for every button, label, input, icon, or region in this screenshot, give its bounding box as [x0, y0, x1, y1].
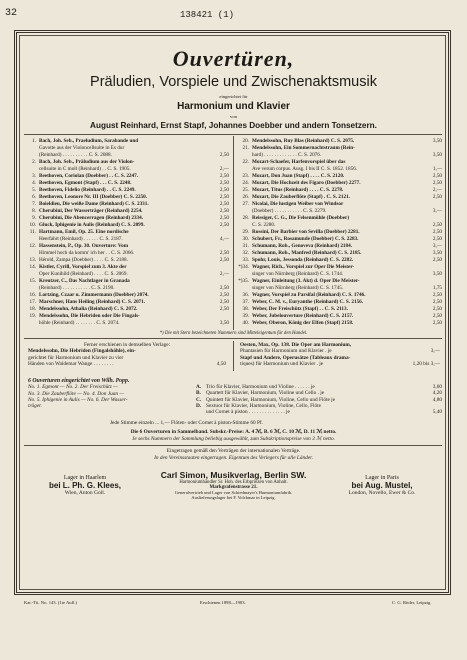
- entry-number: 10.: [29, 222, 36, 228]
- entry-price: 2,50: [432, 257, 442, 263]
- version-price: 4,20: [432, 390, 442, 397]
- entry-number: 36.: [242, 292, 249, 298]
- page-subtitle: Präludien, Vorspiele und Zwischenaktsmusik: [90, 74, 377, 90]
- popp-item: träger.: [28, 403, 42, 410]
- entry-price: 2,50: [219, 222, 229, 228]
- entry-title: Rossini, Der Barbier von Sevilla (Doebber) 2281.: [252, 229, 360, 235]
- entry-price: 2,50: [432, 173, 442, 179]
- catalog-entry: [237, 257, 442, 264]
- entry-title: Bach, Joh. Seb., Praeludium, Sarabande und: [39, 138, 139, 144]
- catalog-entry: [237, 271, 442, 278]
- oesten-line-2: Phantasien für Harmonium und Klavier . je: [240, 348, 332, 355]
- entry-number: 25.: [242, 187, 249, 193]
- catalog-entry: [24, 173, 229, 180]
- mendelssohn-line-3: Händen von Waldemar Wange . . . . . . . .: [28, 360, 114, 367]
- entry-title: Boieldieu, Die weiße Dame (Reinhard) C. S. 2331.: [39, 201, 149, 207]
- stapf-line-1: Stapf und Andere, Operusätze (Tableaux drama-: [240, 354, 351, 361]
- catalog-entry: [24, 194, 229, 201]
- catalog-entry: [24, 257, 229, 264]
- entry-title: Nicolai, Die lustigen Weiber von Windsor: [252, 201, 344, 207]
- footer-center: Erschienen 1898—1903.: [200, 600, 246, 605]
- entry-price: 2,50: [219, 257, 229, 263]
- entry-price: 2,50: [219, 173, 229, 179]
- catalog-entry: [24, 250, 229, 257]
- entry-title: Gavotte aus der Violoncellsuite in Es dur: [39, 145, 125, 151]
- entry-title: Mozart-Schaefer, Harfenvorspiel über das: [252, 159, 346, 165]
- lager-haarlem: [30, 475, 140, 496]
- entry-title: Lortzing, Czaar u. Zimmermann (Doebber) 2074.: [39, 292, 149, 298]
- paris-label: Lager in Paris: [365, 475, 399, 481]
- entry-price: 3,—: [432, 208, 442, 214]
- entry-price: 2,50: [432, 194, 442, 200]
- catalog-entry: [237, 222, 442, 229]
- entry-title: Mendelssohn, Die Hebriden oder Die Fingals-: [39, 313, 140, 319]
- catalog-entry: [237, 243, 442, 250]
- haarlem-name: bei L. Ph. G. Klees,: [48, 481, 122, 490]
- catalog-entry: [237, 152, 442, 159]
- entry-title: (Reinhard) . . . . . . . . . . . C. S. 2190.: [39, 285, 115, 291]
- entry-title: Weber, Der Freischütz (Stapf) . . C. S. 2113.: [252, 306, 348, 312]
- entry-price: 1,75: [432, 285, 442, 291]
- entry-price: 2,50: [219, 285, 229, 291]
- entry-number: 32.: [242, 250, 249, 256]
- entry-price: 1,—: [432, 166, 442, 172]
- publisher-line-2: Harmoniumhändler Sr. Hoh. des Erbprinzen von Anhalt.: [179, 480, 288, 485]
- page-title: Ouvertüren,: [172, 46, 295, 71]
- entry-title: cellsuite in C moll (Reinhard) . . C. S. 1905.: [39, 166, 131, 172]
- entry-number: 30.: [242, 236, 249, 242]
- entry-price: 2,50: [219, 299, 229, 305]
- entry-number: 31.: [242, 243, 249, 249]
- entry-number: 29.: [242, 229, 249, 235]
- entry-price: 2,50: [432, 229, 442, 235]
- catalog-entry: [24, 166, 229, 173]
- oesten-price: 3,—: [430, 348, 440, 355]
- catalog-entry: [237, 145, 442, 152]
- version-text: Quintett für Klavier, Harmonium, Violine, Cello und Flöte je: [206, 396, 335, 403]
- also-published-right: [240, 342, 440, 367]
- entry-title: Marschner, Hans Heiling (Reinhard) C. S. 2071.: [39, 299, 146, 305]
- entry-title: Mozart, Die Zauberflöte (Stapf) . C. S. 2121.: [252, 194, 350, 200]
- popp-prices-line: Die 6 Ouverturen in Sammelband. Subskr.-Preise: A. 4 ℳ, B. 6 ℳ, C. 10 ℳ, D. 11 ℳ netto.: [130, 429, 337, 435]
- entry-title: Mozart, Titus (Reinhard) . . . . C. S. 2278.: [252, 187, 344, 193]
- entry-number: 12.: [29, 243, 36, 249]
- entry-number: 23.: [242, 173, 249, 179]
- also-published-left: [28, 342, 226, 367]
- version-key: D.: [196, 402, 202, 409]
- catalog-stamp: 138421 (1): [180, 10, 235, 20]
- entry-number: 28.: [242, 215, 249, 221]
- entry-price: 3,50: [219, 320, 229, 326]
- publisher-line-4: Generalvertrieb und Lager von Schiedmayer's Harmoniumfabrik.: [174, 490, 293, 495]
- catalog-entry: [24, 187, 229, 194]
- catalog-entry: [24, 299, 229, 306]
- entry-title: Cherubini, Die Abencerragen (Reinhard) 2334.: [39, 215, 144, 221]
- catalog-entry: [24, 159, 229, 166]
- entry-title: Ave verum corpus. Ausg. I bis II C. S. 1852. 1856.: [252, 166, 358, 172]
- entry-price: 3,50: [432, 138, 442, 144]
- page-corner-number: 32: [5, 8, 18, 19]
- entry-number: 27.: [242, 201, 249, 207]
- entry-title: Weber, Jubelouverture (Reinhard) C. S. 2157.: [252, 313, 354, 319]
- publisher-line-5: Auslieferungslager bei F. Volckmar in Leipzig.: [191, 495, 276, 500]
- catalog-entry: [237, 215, 442, 222]
- catalog-entry: [24, 285, 229, 292]
- entry-title: Cherubini, Der Wasserträger (Reinhard) 2254.: [39, 208, 143, 214]
- entry-number: 39.: [242, 313, 249, 319]
- catalog-entry: [24, 215, 229, 222]
- version-price: 4,80: [432, 396, 442, 403]
- entry-number: 17.: [29, 299, 36, 305]
- entry-title: Kreutzer, C., Das Nachtlager in Granada: [39, 278, 130, 284]
- entry-number: 33.: [242, 257, 249, 263]
- entry-title: Wagner, Rich., Vorspiel zur Oper Die Meister-: [252, 264, 355, 270]
- version-price: 5,40: [432, 409, 442, 416]
- entry-number: 22.: [242, 159, 249, 165]
- header-divider: [24, 134, 442, 135]
- entry-price: 4,—: [219, 236, 229, 242]
- version-text: Quartett für Klavier, Harmonium, Violine und Cello . je: [206, 390, 325, 397]
- column-divider: [233, 136, 234, 330]
- catalog-entry: [24, 271, 229, 278]
- entry-price: 2,50: [432, 180, 442, 186]
- entry-number: 14.: [29, 264, 36, 270]
- entry-number: 2.: [32, 159, 36, 165]
- catalog-entry: [24, 208, 229, 215]
- entry-title: Hartmann, Emil, Op. 25. Eine nordische: [39, 229, 129, 235]
- catalog-entry: [24, 264, 229, 271]
- catalog-entry: [237, 201, 442, 208]
- entry-price: 2,50: [432, 292, 442, 298]
- catalog-entry: [237, 138, 442, 145]
- entry-price: 2,—: [219, 271, 229, 277]
- catalog-entry: [24, 145, 229, 152]
- catalog-entry: [237, 278, 442, 285]
- lager-paris: [327, 475, 437, 496]
- entry-price: 3,—: [432, 243, 442, 249]
- catalog-entry: [24, 236, 229, 243]
- entry-title: C. S. 2280.: [252, 222, 276, 228]
- entry-price: 3,50: [432, 152, 442, 158]
- entry-number: 3.: [32, 173, 36, 179]
- entry-title: Weber, C. M. v., Euryanthe (Reinhard) C. S. 2156.: [252, 299, 364, 305]
- entry-title: Weber, Oberon, König der Elfen (Stapf) 2158.: [252, 320, 354, 326]
- entry-price: 2,50: [219, 306, 229, 312]
- entry-price: 2,—: [219, 166, 229, 172]
- entry-title: singer von Nürnberg (Reinhard) C. S. 1744.: [252, 271, 344, 277]
- catalog-entry: [237, 194, 442, 201]
- entry-title: höhle (Reinhard) . . . . . . . . C. S. 2074.: [39, 320, 120, 326]
- entry-number: 21.: [242, 145, 249, 151]
- entry-title: Kistler, Cyrill, Vorspiel zum 3. Akte der: [39, 264, 127, 270]
- catalog-entry: [237, 306, 442, 313]
- publisher-line-3: Markgrafenstrasse 21.: [209, 485, 258, 490]
- catalog-entry: [237, 292, 442, 299]
- popp-version-list: [196, 384, 442, 415]
- entry-number: *)35.: [238, 278, 249, 284]
- entry-title: Spohr, Louis, Jessonda (Reinhard) C. S. 2282.: [252, 257, 354, 263]
- rights-line-1: Eingetragen gemäß den Verträgen der internationalen Verträge.: [166, 448, 301, 454]
- entry-number: 8.: [32, 208, 36, 214]
- entry-title: Hassenstein, P., Op. 30. Ouverture: Vom: [39, 243, 129, 249]
- haarlem-place: Wien, Anton Goll.: [64, 490, 106, 496]
- popp-heading: 6 Ouverturen eingerichtet von Wilh. Popp.: [28, 378, 130, 384]
- entry-title: hard) . . . . . . . . . . . . . C. S. 2076.: [252, 152, 322, 158]
- catalog-entry: [24, 138, 229, 145]
- catalog-entry: [237, 299, 442, 306]
- mendelssohn-line-1: Mendelssohn, Die Hebriden (Fingalshöhle), ein-: [28, 348, 136, 355]
- entry-number: 1.: [32, 138, 36, 144]
- catalog-entry: [24, 201, 229, 208]
- catalog-entry: [237, 236, 442, 243]
- entry-number: 37.: [242, 299, 249, 305]
- entry-title: Schubert, Fr., Rosamunde (Doebber) C. S. 2283.: [252, 236, 359, 242]
- catalog-entry: [237, 264, 442, 271]
- list-divider: [24, 338, 442, 339]
- catalog-entry: [237, 180, 442, 187]
- entry-price: 2,50: [432, 236, 442, 242]
- entry-title: Himmel hoch da komm' ich her . . C. S. 2066.: [39, 250, 135, 256]
- catalog-column-left: [24, 138, 229, 327]
- arrangers-line: August Reinhard, Ernst Stapf, Johannes Doebber und andern Tonsetzern.: [90, 121, 377, 130]
- entry-title: Beethoven, Coriolan (Doebber) . . C. S. 2247.: [39, 173, 138, 179]
- catalog-entry: [237, 166, 442, 173]
- catalog-entry: [237, 229, 442, 236]
- entry-title: Schumann, Rob., Manfred (Reinhard) C. S. 2185.: [252, 250, 362, 256]
- version-key: B.: [196, 390, 201, 397]
- entry-price: 2,50: [432, 222, 442, 228]
- catalog-entry: [237, 208, 442, 215]
- entry-title: singer von Nürnberg (Reinhard) C. S. 1745.: [252, 285, 344, 291]
- entry-price: 2,50: [219, 215, 229, 221]
- catalog-entry: [24, 292, 229, 299]
- entry-price: 3,50: [432, 271, 442, 277]
- popp-item: No. 5. Iphigenie in Aulis — No. 6. Der Wasser-: [28, 396, 128, 403]
- entry-title: Heerfahrt (Reinhard) . . . . . . C. S. 2187.: [39, 236, 123, 242]
- publisher-main: [140, 470, 327, 500]
- entry-price: 2,50: [219, 201, 229, 207]
- entry-title: Beethoven, Leonore Nr. III (Doebber) C. S. 2250.: [39, 194, 148, 200]
- entry-number: *)34.: [238, 264, 249, 270]
- entry-title: Mendelssohn, Ruy Blas (Reinhard) C. S. 2075.: [252, 138, 355, 144]
- entry-title: (Reinhard) . . . . . . . . . . C. S. 2088.: [39, 152, 112, 158]
- entry-price: 2,50: [432, 320, 442, 326]
- catalog-entry: [24, 313, 229, 320]
- von-label: von: [230, 114, 237, 119]
- instruments-heading: Harmonium und Klavier: [177, 101, 290, 112]
- entry-number: 7.: [32, 201, 36, 207]
- publisher-name: Carl Simon, Musikverlag, Berlin SW.: [160, 470, 307, 480]
- also-published-divider: [233, 341, 234, 371]
- entry-title: Wagner, Einleitung (3. Akt) d. Oper Die Meister-: [252, 278, 360, 284]
- entry-number: 11.: [29, 229, 36, 235]
- entry-price: 2,50: [219, 194, 229, 200]
- catalog-entry: [24, 180, 229, 187]
- entry-number: 24.: [242, 180, 249, 186]
- entry-title: Bach, Joh. Seb., Präludium aus der Violon-: [39, 159, 135, 165]
- catalog-entry: [237, 159, 442, 166]
- entry-title: Gluck, Iphigenie in Aulis (Reinhard) C. S. 2099.: [39, 222, 145, 228]
- catalog-entry: [24, 243, 229, 250]
- entry-price: 2,50: [219, 208, 229, 214]
- version-key: C.: [196, 396, 202, 403]
- rights-line-2: In den Vereinsstaaten eingetragen. Eigentum des Verlegers für alle Länder.: [154, 455, 313, 461]
- entry-number: 16.: [29, 292, 36, 298]
- arranged-for-label: eingerichtet für: [219, 94, 248, 99]
- entry-price: 2,50: [432, 299, 442, 305]
- popp-item: No. 3. Die Zauberflöte — No. 4. Don Juan —: [28, 390, 125, 397]
- catalog-column-right: [237, 138, 442, 327]
- catalog-entry: [237, 320, 442, 327]
- catalog-entry: [24, 320, 229, 327]
- catalog-entry: [237, 313, 442, 320]
- entry-title: (Doebber) . . . . . . . . . . . C. S. 2279.: [252, 208, 327, 214]
- entry-price: 2,50: [219, 187, 229, 193]
- catalog-entry: [24, 222, 229, 229]
- footnote: *) Die mit Stern bezeichneten Nummern sind Mitteleigentum für den Handel.: [159, 331, 308, 336]
- entry-title: Reissiger, C. G., Die Felsenmühle (Doebber): [252, 215, 350, 221]
- entry-title: Beethoven, Egmont (Stapf) . . . C. S. 2248.: [39, 180, 132, 186]
- footer-right: C. G. Röder, Leipzig.: [392, 600, 432, 605]
- entry-price: 2,50: [219, 152, 229, 158]
- entry-title: Mozart, Die Hochzeit des Figaro (Doebber) 2277.: [252, 180, 361, 186]
- entry-number: 13.: [29, 257, 36, 263]
- catalog-entry: [24, 306, 229, 313]
- catalog-entry: [24, 278, 229, 285]
- popp-item-list: [28, 384, 188, 409]
- entry-number: 5.: [32, 187, 36, 193]
- stapf-price: 1,20 bis 3,—: [412, 360, 440, 367]
- entry-price: 3,50: [432, 250, 442, 256]
- entry-title: Mendelssohn, Ein Sommernachtstraum (Rein-: [252, 145, 355, 151]
- entry-title: Beethoven, Fidelio (Reinhard) . . C. S. 2249.: [39, 187, 136, 193]
- entry-title: Mozart, Don Juan (Stapf) . . . . C. S. 2120.: [252, 173, 345, 179]
- catalog-entry: [237, 250, 442, 257]
- popp-prices-line-2: Je sechs Nummern der Sammlung beliebig ausgewählt, zum Subskriptionspreise von 3 ℳ netto.: [132, 436, 335, 442]
- entry-number: 18.: [29, 306, 36, 312]
- popp-divider: [24, 445, 442, 446]
- entry-number: 4.: [32, 180, 36, 186]
- entry-price: 2,50: [219, 180, 229, 186]
- oesten-line-1: Oesten, Max, Op. 138. Die Oper am Harmonium,: [240, 342, 352, 348]
- entry-number: 19.: [29, 313, 36, 319]
- catalog-entry: [237, 173, 442, 180]
- entry-title: Wagner, Vorspiel zu Parsifal (Reinhard) C. S. 1746.: [252, 292, 366, 298]
- entry-title: Schumann, Rob., Genoveva (Reinhard) 2184.: [252, 243, 353, 249]
- entry-number: 6.: [32, 194, 36, 200]
- entry-price: 2,50: [219, 250, 229, 256]
- popp-item: No. 1. Egmont — No. 2. Der Freischütz —: [28, 384, 118, 391]
- catalog-entry: [24, 229, 229, 236]
- entry-title: Oper Kunihild (Reinhard) . . . . C. S. 2069.: [39, 271, 128, 277]
- version-text: Trio für Klavier, Harmonium und Violine . . . . . . je: [206, 384, 315, 390]
- entry-number: 26.: [242, 194, 249, 200]
- paris-place: London, Novello, Ewer & Co.: [348, 490, 416, 496]
- version-text: Sextuor für Klavier, Harmonium, Violine, Cello, Flöte: [206, 402, 322, 409]
- catalog-entry: [237, 285, 442, 292]
- version-key: A.: [196, 384, 202, 390]
- also-published-heading: Ferner erschienen in demselben Verlage:: [83, 342, 171, 348]
- entry-number: 15.: [29, 278, 36, 284]
- haarlem-label: Lager in Haarlem: [63, 475, 107, 481]
- entry-title: Mendelssohn, Athalia (Reinhard) C. S. 2072.: [39, 306, 138, 312]
- paris-name: bei Aug. Mustel,: [351, 481, 413, 490]
- entry-price: 2,50: [432, 313, 442, 319]
- entry-number: 9.: [32, 215, 36, 221]
- entry-number: 20.: [242, 138, 249, 144]
- entry-price: 2,50: [432, 306, 442, 312]
- mendelssohn-price: 4,50: [216, 360, 226, 367]
- entry-price: 2,50: [219, 292, 229, 298]
- popp-note: Jede Stimme einzeln ... 1,— Flöten- oder Cornet à piston-Stimme 60 Pf.: [110, 420, 263, 426]
- version-text: und Cornet à piston . . . . . . . . . . . . . . je: [206, 409, 290, 416]
- entry-number: 38.: [242, 306, 249, 312]
- entry-price: 2,—: [432, 187, 442, 193]
- catalog-entry: [237, 187, 442, 194]
- stapf-line-2: tiques) für Harmonium und Klavier . je: [240, 360, 324, 367]
- footer-left: Kat.-Tit. No. 143. (1te Aufl.): [24, 600, 78, 605]
- version-price: 3,60: [432, 384, 442, 390]
- entry-number: 40.: [242, 320, 249, 326]
- popp-version: [196, 409, 442, 415]
- entry-title: Hérold, Zampa (Doebber) . . . . C. S. 2188.: [39, 257, 128, 263]
- catalog-entry: [24, 152, 229, 159]
- mendelssohn-line-2: gerichtet für Harmonium und Klavier zu vier: [28, 354, 124, 361]
